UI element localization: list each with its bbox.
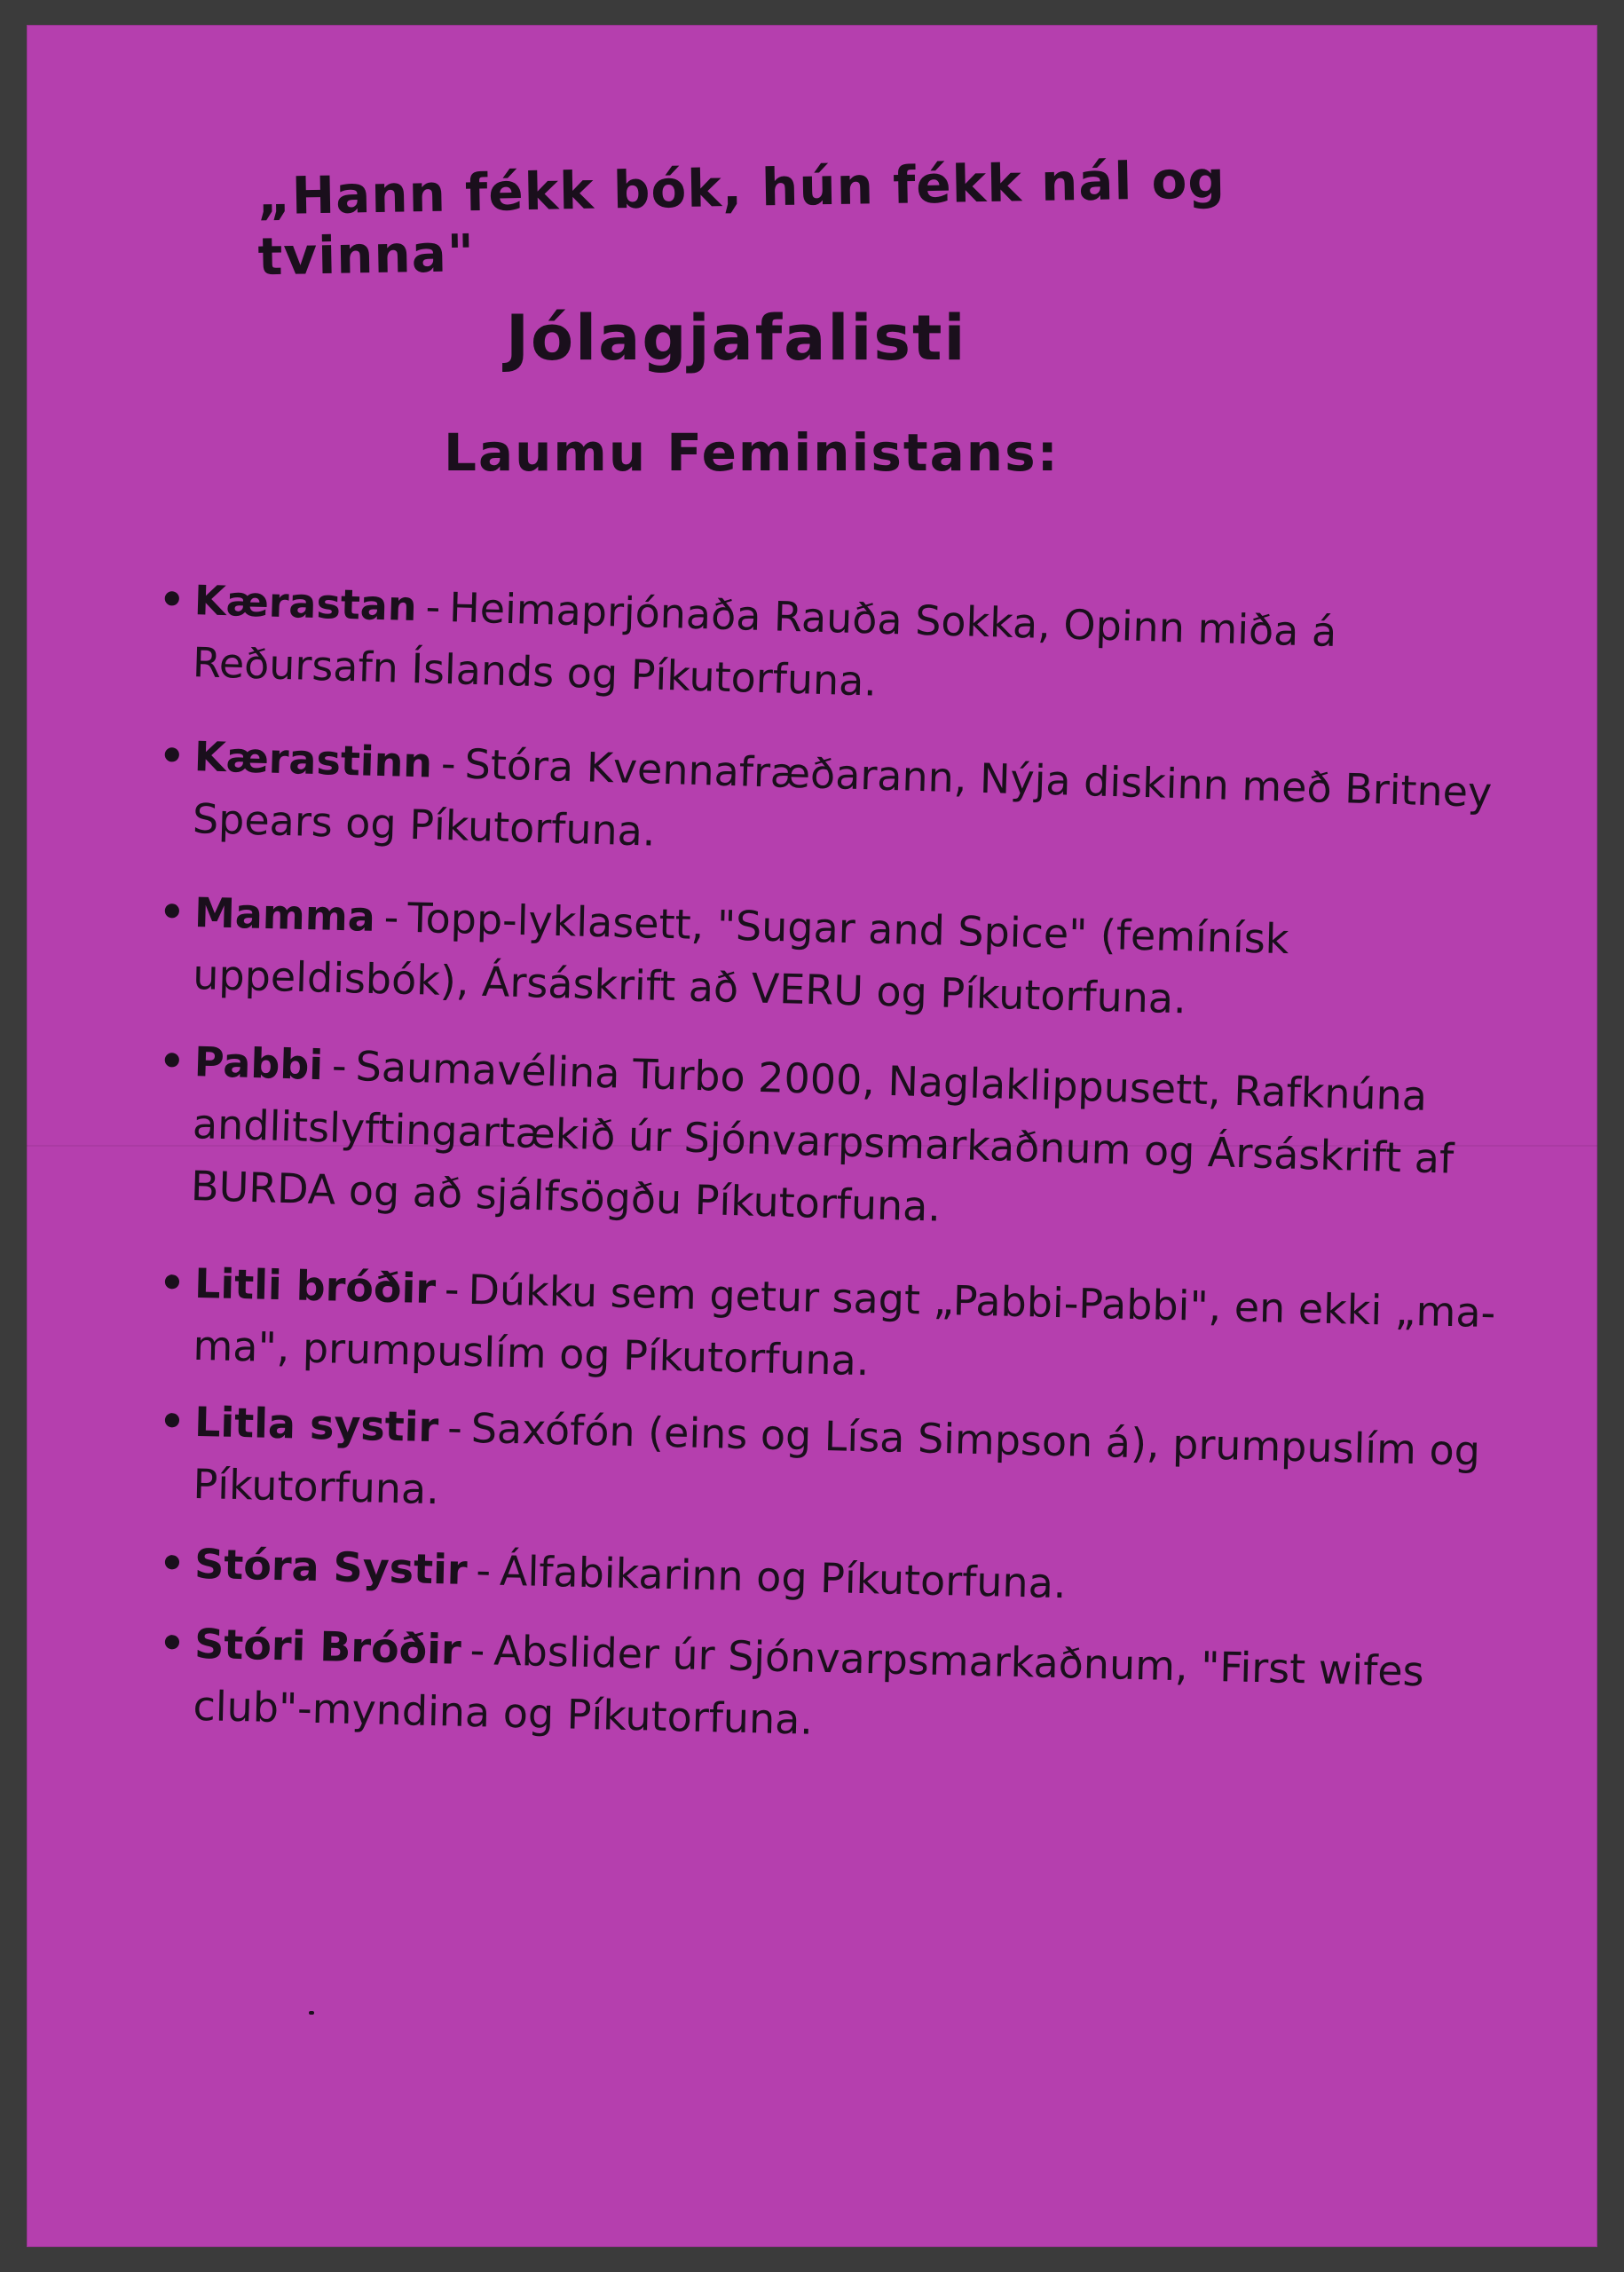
list-item [158, 1532, 1543, 1625]
title-line-1: Jólagjafalisti [506, 302, 967, 375]
dash: - [424, 582, 441, 631]
bullet-icon: • [158, 1396, 186, 1446]
dash: - [469, 1625, 485, 1675]
gift-list [158, 568, 1544, 1744]
dash: - [331, 1041, 348, 1090]
list-item [156, 724, 1543, 888]
recipient-name: Litla systir [193, 1397, 439, 1452]
gift-text: Heimaprjónaða Rauða Sokka, Opinn miða á Reðursafn Íslands og Píkutorfuna. [192, 583, 1337, 706]
bullet-icon: • [158, 1538, 186, 1588]
gift-text: Stóra Kvennafræðarann, Nýja diskinn með Britney Spears og Píkutorfuna. [192, 739, 1493, 856]
list-item [156, 568, 1543, 731]
stray-ink-mark [309, 2011, 314, 2015]
recipient-name: Pabbi [193, 1037, 324, 1090]
recipient-name: Stóri Bróðir [193, 1619, 462, 1674]
recipient-name: Mamma [193, 888, 376, 941]
gift-text: Saxófón (eins og Lísa Simpson á), prumpuslím og Píkutorfuna. [192, 1403, 1481, 1514]
dash: - [446, 1403, 463, 1452]
bullet-icon: • [158, 1258, 186, 1307]
recipient-name: Litli bróðir [193, 1258, 437, 1314]
dash: - [440, 738, 457, 788]
list-item [157, 1390, 1544, 1545]
gift-text: Saumavélina Turbo 2000, Naglaklippusett, Rafknúna andlitslyftingartækið úr Sjónvarpsmarkaðnum og Ársáskrift af BURDA og að sjálfsögðu Píkutorfuna. [190, 1042, 1455, 1231]
dash: - [383, 893, 400, 942]
list-item [157, 1612, 1544, 1767]
dash: - [475, 1546, 492, 1595]
quote-heading: „Hann fékk bók, hún fékk nál og tvinna" [256, 149, 1226, 288]
title-line-2: Laumu Feministans: [444, 422, 1060, 483]
gift-text: Dúkku sem getur sagt „Pabbi-Pabbi", en ekki „ma-ma", prumpuslím og Píkutorfuna. [192, 1265, 1496, 1385]
gift-text: Abslider úr Sjónvarpsmarkaðnum, "First wifes club"-myndina og Píkutorfuna. [192, 1626, 1425, 1744]
bullet-icon: • [158, 1618, 186, 1668]
gift-text: Topp-lyklasett, "Sugar and Spice" (femínísk uppeldisbók), Ársáskrift að VERU og Píkutorfuna. [192, 893, 1290, 1023]
bullet-icon: • [158, 887, 186, 936]
bullet-icon: • [158, 574, 186, 624]
bullet-icon: • [158, 1036, 186, 1085]
list-item [157, 1251, 1544, 1407]
gift-text: Álfabikarinn og Píkutorfuna. [499, 1546, 1068, 1608]
list-item [154, 1030, 1543, 1254]
document-sheet [27, 25, 1597, 2247]
recipient-name: Kærastinn [193, 732, 433, 787]
dash: - [444, 1265, 461, 1314]
list-item [157, 880, 1544, 1038]
recipient-name: Kærastan [193, 576, 418, 631]
recipient-name: Stóra Systir [193, 1539, 469, 1594]
bullet-icon: • [158, 730, 186, 780]
